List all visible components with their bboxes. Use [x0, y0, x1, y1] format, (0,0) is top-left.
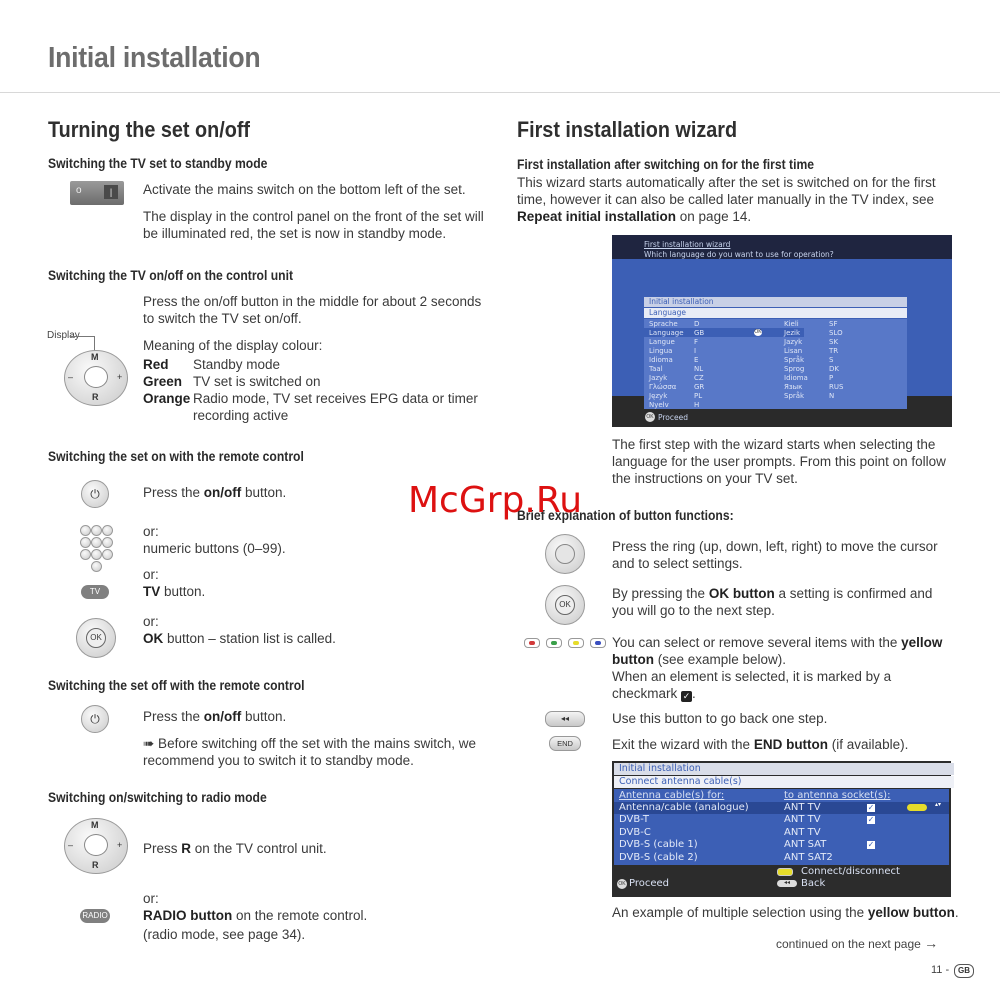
antenna-socket: ANT SAT2	[784, 851, 833, 863]
language-code: H	[694, 401, 700, 409]
language-name: Språk	[784, 392, 805, 400]
ok-button-text: OK button – station list is called.	[143, 631, 336, 646]
antenna-socket: ANT TV	[784, 802, 821, 813]
or-label-3: or:	[143, 614, 159, 629]
language-row	[649, 356, 704, 365]
radio-note: (radio mode, see page 34).	[143, 927, 306, 942]
back-text: Use this button to go back one step.	[612, 711, 828, 726]
language-name: Γλώσσα	[649, 383, 677, 391]
language-name: Lisan	[784, 347, 803, 355]
language-row	[784, 392, 843, 401]
language-code: P	[829, 374, 834, 382]
numeric-text: numeric buttons (0–99).	[143, 541, 286, 556]
language-code: TR	[829, 347, 839, 355]
language-name: Langue	[649, 338, 675, 346]
language-name: Idioma	[784, 374, 808, 382]
checkmark-icon: ✓	[682, 691, 691, 701]
language-code: N	[829, 392, 835, 400]
back-button-icon: ◂◂	[545, 711, 585, 727]
language-name: Taal	[649, 365, 663, 373]
standby-paragraph-1: Activate the mains switch on the bottom left of the set.	[143, 182, 466, 197]
remote-off-note: ➠ Before switching off the set with the mains switch, we recommend you to switch it to standby mode.	[143, 736, 476, 768]
antenna-source: Antenna/cable (analogue)	[619, 802, 749, 813]
display-label: Display	[47, 330, 80, 341]
language-code: SLO	[829, 329, 843, 337]
ok-text: By pressing the OK button a setting is confirmed and you will go to the next step.	[612, 586, 933, 618]
language-code: CZ	[694, 374, 704, 382]
language-name: Sprache	[649, 320, 678, 328]
language-row	[784, 338, 843, 347]
checkmark-icon: ✓	[867, 815, 875, 825]
ok-ring-icon-2: OK	[545, 585, 585, 625]
remote-off-press-text: Press the on/off button.	[143, 709, 287, 724]
colour-orange-row: Orange Radio mode, TV set receives EPG data or timer recording active	[143, 391, 478, 423]
language-name: Idioma	[649, 356, 673, 364]
language-code: SF	[829, 320, 838, 328]
language-row	[649, 320, 704, 329]
antenna-source: DVB-C	[619, 826, 651, 838]
ring-text: Press the ring (up, down, left, right) to move the cursor and to select settings.	[612, 539, 938, 571]
language-code: GB	[694, 329, 705, 337]
page-number: 11 -	[931, 964, 950, 976]
language-name: Jazyk	[784, 338, 803, 346]
antenna-source: DVB-S (cable 1)	[619, 839, 698, 851]
language-code: D	[694, 320, 700, 328]
language-code: DK	[829, 365, 839, 373]
language-code: SK	[829, 338, 839, 346]
language-row	[649, 365, 704, 374]
colour-list	[143, 356, 488, 424]
power-button-icon: ⏻	[81, 480, 109, 508]
antenna-socket: ANT TV	[784, 814, 821, 826]
example-caption: An example of multiple selection using the yellow button.	[612, 905, 959, 920]
colour-buttons-icon	[522, 636, 608, 666]
language-name: Язык	[784, 383, 803, 391]
language-code: PL	[694, 392, 703, 400]
language-name: Język	[649, 392, 668, 400]
remote-on-title: Switching the set on with the remote control	[48, 449, 304, 464]
watermark: McGrp.Ru	[408, 480, 583, 521]
wizard-subtitle: First installation after switching on for the first time	[517, 157, 815, 172]
or-label-4: or:	[143, 891, 159, 906]
checkmark-icon: ✓	[867, 803, 875, 812]
remote-on-press-text: Press the on/off button.	[143, 485, 287, 500]
language-row	[649, 329, 704, 338]
arrow-right-icon: →	[924, 935, 939, 951]
standby-paragraph-2: The display in the control panel on the front of the set will be illuminated red, the set is now in standby mode.	[143, 209, 484, 241]
language-row	[649, 347, 704, 356]
colour-green-row: Green TV set is switched on	[143, 374, 321, 389]
colour-red-row: Red Standby mode	[143, 357, 281, 372]
country-badge: GB	[954, 964, 974, 978]
tv-button-icon: TV	[81, 585, 109, 599]
antenna-row	[619, 827, 944, 839]
language-name: Kieli	[784, 320, 799, 328]
language-row	[784, 356, 843, 365]
antenna-source: DVB-T	[619, 814, 650, 826]
continued-text: continued on the next page →	[776, 935, 939, 951]
remote-off-title: Switching the set off with the remote control	[48, 678, 305, 693]
language-row	[784, 383, 843, 392]
language-row	[784, 320, 843, 329]
radio-press-text: Press R on the TV control unit.	[143, 841, 327, 856]
or-label-1: or:	[143, 524, 159, 539]
language-name: Lingua	[649, 347, 673, 355]
end-button-icon: END	[549, 736, 581, 751]
language-row	[784, 347, 843, 356]
language-row	[649, 374, 704, 383]
page-title: Initial installation	[48, 42, 261, 74]
control-ring-icon-2: M R – +	[64, 818, 128, 874]
right-heading: First installation wizard	[517, 117, 738, 142]
antenna-row	[619, 802, 944, 814]
language-name: Language	[649, 329, 684, 337]
numeric-keypad-icon	[80, 525, 112, 569]
standby-title: Switching the TV set to standby mode	[48, 156, 268, 171]
colour-meaning-label: Meaning of the display colour:	[143, 338, 323, 353]
antenna-row	[619, 852, 944, 864]
control-unit-title: Switching the TV on/off on the control unit	[48, 268, 293, 283]
antenna-source: DVB-S (cable 2)	[619, 851, 698, 863]
antenna-socket: ANT TV	[784, 826, 821, 838]
language-row	[649, 338, 704, 347]
language-row	[649, 383, 704, 392]
mains-switch-icon: o |	[70, 181, 124, 205]
language-code: I	[694, 347, 697, 355]
yellow-text: You can select or remove several items with the yellow button (see example below). When an element is selected, it is marked by a checkmark ✓ .	[612, 635, 943, 701]
language-row	[649, 392, 704, 401]
language-name: Nyelv	[649, 401, 669, 409]
language-name: Sprog	[784, 365, 805, 373]
language-name: Jezik	[784, 329, 801, 337]
navigation-ring-icon	[545, 534, 585, 574]
language-screen: First installation wizard Which language do you want to use for operation? Initial installation Language Sprache D Language GB Langue F Lingua I Idioma E Taal NL Jazyk CZ Γλώσσα GR Język PL Nyelv H Kieli SF Jezik SLO Jazyk SK Lisan TR Språk S Sprog DK Idioma P Язык RUS Språk N OK OK Proceed	[612, 235, 952, 427]
power-button-icon-2: ⏻	[81, 705, 109, 733]
radio-button-text: RADIO button on the remote control.	[143, 908, 368, 923]
language-code: NL	[694, 365, 704, 373]
language-row	[784, 329, 843, 338]
or-label-2: or:	[143, 567, 159, 582]
end-text: Exit the wizard with the END button (if available).	[612, 737, 909, 752]
language-row	[784, 374, 843, 383]
language-code: S	[829, 356, 834, 364]
after-screen-text: The first step with the wizard starts when selecting the language for the user prompts. From this point on follow the instructions on your TV set.	[612, 437, 946, 486]
language-row	[649, 401, 704, 410]
antenna-row	[619, 814, 944, 826]
checkmark-icon: ✓	[867, 840, 875, 850]
language-name: Språk	[784, 356, 805, 364]
left-heading: Turning the set on/off	[48, 117, 251, 142]
language-code: RUS	[829, 383, 844, 391]
antenna-socket: ANT SAT	[784, 839, 827, 851]
radio-button-icon: RADIO	[80, 909, 110, 923]
language-row	[784, 365, 843, 374]
language-name: Jazyk	[649, 374, 668, 382]
tv-button-text: TV button.	[143, 584, 206, 599]
title-divider	[0, 92, 1000, 93]
radio-title: Switching on/switching to radio mode	[48, 790, 267, 805]
antenna-screen: Initial installation Connect antenna cable(s) Antenna cable(s) for: to antenna socket(s): Antenna/cable (analogue) ANT TV ✓ DVB-T ANT TV ✓ DVB-C ANT TV DVB-S (cable 1) ANT SAT ✓ DVB-S (cable 2) ANT SAT2 ▴▾ Connect/disconnect OK Proceed ◂◂ Back	[612, 761, 951, 897]
ok-ring-icon: OK	[76, 618, 116, 658]
brief-title: Brief explanation of button functions:	[517, 508, 734, 523]
antenna-row	[619, 839, 944, 851]
language-code: E	[694, 356, 699, 364]
language-code: GR	[694, 383, 705, 391]
control-ring-icon: M R – +	[64, 350, 128, 406]
wizard-intro: This wizard starts automatically after the set is switched on for the first time, however it can also be called later manually in the TV index, see Repeat initial installation on page 14.	[517, 175, 936, 224]
control-unit-paragraph: Press the on/off button in the middle for about 2 seconds to switch the TV set on/off.	[143, 294, 482, 326]
language-code: F	[694, 338, 699, 346]
